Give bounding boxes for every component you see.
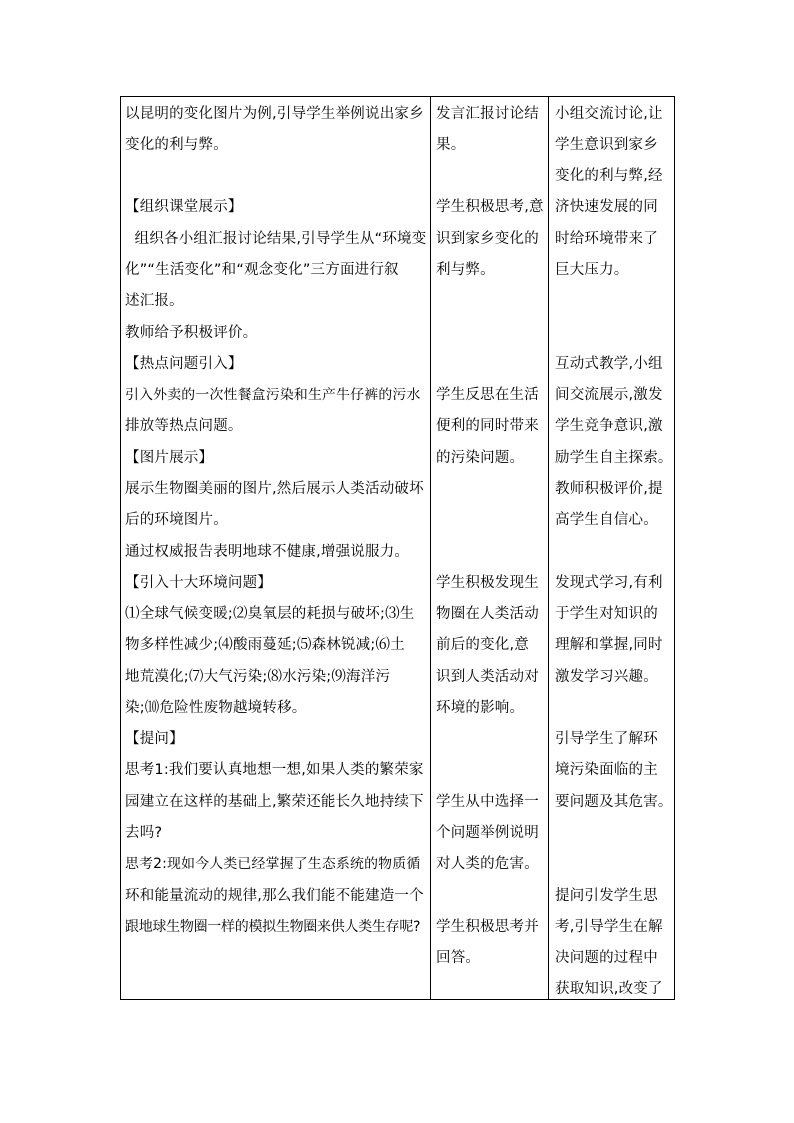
column-divider xyxy=(548,97,549,999)
text-line: 染;⑽危险性废物越境转移。 xyxy=(125,700,307,716)
text-line: 物多样性减少;⑷酸雨蔓延;⑸森林锐减;⑹土 xyxy=(125,637,405,653)
text-line: 激发学习兴趣。 xyxy=(555,669,658,685)
text-line: ⑴全球气候变暖;⑵臭氧层的耗损与破坏;⑶生 xyxy=(125,606,415,622)
text-line: 思考1:我们要认真地想一想,如果人类的繁荣家 xyxy=(125,762,424,778)
text-line: 述汇报。 xyxy=(125,293,184,309)
text-line: 便利的同时带来 xyxy=(436,418,539,434)
text-line: 前后的变化,意 xyxy=(436,637,530,653)
text-line: 励学生自主探索。 xyxy=(555,450,673,466)
text-line: 回答。 xyxy=(436,950,481,966)
text-line: 园建立在这样的基础上,繁荣还能长久地持续下 xyxy=(125,794,424,810)
text-line: 小组交流讨论,让 xyxy=(555,106,663,122)
text-line: 理解和掌握,同时 xyxy=(555,637,663,653)
text-line: 组织各小组汇报讨论结果,引导学生从“环境变 xyxy=(125,231,427,247)
text-line: 果。 xyxy=(436,137,466,153)
text-line: 物圈在人类活动 xyxy=(436,606,539,622)
text-line: 学生意识到家乡 xyxy=(555,137,658,153)
text-line: 环境的影响。 xyxy=(436,700,525,716)
text-line: 要问题及其危害。 xyxy=(555,794,673,810)
text-line: 化”“生活变化”和“观念变化”三方面进行叙 xyxy=(125,262,399,278)
text-line: 个问题举例说明 xyxy=(436,825,539,841)
section-heading: 【图片展示】 xyxy=(125,450,214,466)
text-line: 思考2:现如今人类已经掌握了生态系统的物质循 xyxy=(125,856,421,872)
text-line: 学生反思在生活 xyxy=(436,387,539,403)
text-line: 学生积极思考,意 xyxy=(436,199,544,215)
section-heading: 【热点问题引入】 xyxy=(125,356,243,372)
text-line: 学生从中选择一 xyxy=(436,794,539,810)
text-line: 跟地球生物圈一样的模拟生物圈来供人类生存呢? xyxy=(125,919,421,935)
text-line: 学生竞争意识,激 xyxy=(555,418,663,434)
text-line: 发言汇报讨论结 xyxy=(436,106,539,122)
text-line: 巨大压力。 xyxy=(555,262,629,278)
text-line: 提问引发学生思 xyxy=(555,888,658,904)
text-line: 地荒漠化;⑺大气污染;⑻水污染;⑼海洋污 xyxy=(125,669,391,685)
text-line: 济快速发展的同 xyxy=(555,199,658,215)
text-line: 发现式学习,有利 xyxy=(555,575,663,591)
text-line: 去吗? xyxy=(125,825,163,841)
text-line: 互动式教学,小组 xyxy=(555,356,663,372)
text-line: 境污染面临的主 xyxy=(555,762,658,778)
text-line: 后的环境图片。 xyxy=(125,512,228,528)
text-line: 的污染问题。 xyxy=(436,450,525,466)
section-heading: 【提问】 xyxy=(125,731,184,747)
text-line: 决问题的过程中 xyxy=(555,950,658,966)
text-line: 学生积极思考并 xyxy=(436,919,539,935)
section-heading: 【引入十大环境问题】 xyxy=(125,575,272,591)
text-line: 引导学生了解环 xyxy=(555,731,658,747)
text-line: 获取知识,改变了 xyxy=(555,981,663,997)
text-line: 识到家乡变化的 xyxy=(436,231,539,247)
text-line: 高学生自信心。 xyxy=(555,512,658,528)
text-line: 展示生物圈美丽的图片,然后展示人类活动破坏 xyxy=(125,481,424,497)
lesson-plan-table xyxy=(120,96,675,1000)
text-line: 间交流展示,激发 xyxy=(555,387,663,403)
text-line: 变化的利与弊。 xyxy=(125,137,228,153)
text-line: 环和能量流动的规律,那么我们能不能建造一个 xyxy=(125,888,424,904)
text-line: 于学生对知识的 xyxy=(555,606,658,622)
text-line: 考,引导学生在解 xyxy=(555,919,663,935)
text-line: 学生积极发现生 xyxy=(436,575,539,591)
text-line: 时给环境带来了 xyxy=(555,231,658,247)
text-line: 以昆明的变化图片为例,引导学生举例说出家乡 xyxy=(125,106,424,122)
text-line: 引入外卖的一次性餐盒污染和生产牛仔裤的污水 xyxy=(125,387,421,403)
text-line: 识到人类活动对 xyxy=(436,669,539,685)
text-line: 变化的利与弊,经 xyxy=(555,168,663,184)
text-line: 利与弊。 xyxy=(436,262,495,278)
text-line: 教师给予积极评价。 xyxy=(125,325,258,341)
column-divider xyxy=(430,97,431,999)
text-line: 排放等热点问题。 xyxy=(125,418,243,434)
text-line: 教师积极评价,提 xyxy=(555,481,663,497)
section-heading: 【组织课堂展示】 xyxy=(125,199,243,215)
text-line: 通过权威报告表明地球不健康,增强说服力。 xyxy=(125,544,410,560)
text-line: 对人类的危害。 xyxy=(436,856,539,872)
